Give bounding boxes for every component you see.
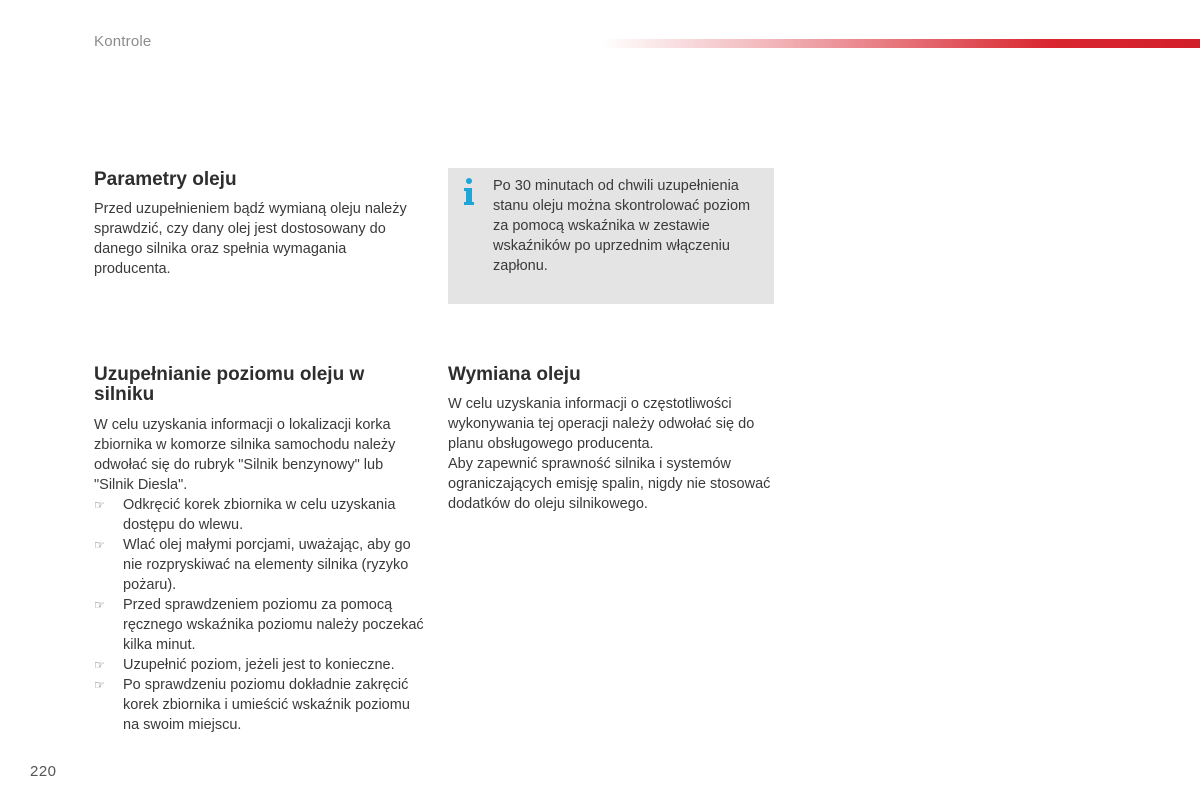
pointing-hand-icon: ☞ bbox=[94, 678, 105, 692]
section-label: Kontrole bbox=[94, 33, 152, 50]
header-accent-bar bbox=[600, 39, 1200, 48]
list-item bbox=[94, 495, 424, 535]
step-text: Uzupełnić poziom, jeżeli jest to konieczne. bbox=[123, 657, 395, 673]
info-box bbox=[448, 168, 774, 304]
oil-change-paragraph: Aby zapewnić sprawność silnika i systemów ograniczających emisję spalin, nigdy nie stosować dodatków do oleju silnikowego. bbox=[448, 456, 771, 512]
pointing-hand-icon: ☞ bbox=[94, 498, 105, 512]
step-text: Odkręcić korek zbiornika w celu uzyskania dostępu do wlewu. bbox=[123, 497, 396, 533]
oil-parameters-section bbox=[94, 170, 414, 279]
list-item bbox=[94, 655, 424, 675]
oil-parameters-title: Parametry oleju bbox=[94, 169, 237, 190]
info-icon bbox=[461, 177, 477, 207]
oil-change-title: Wymiana oleju bbox=[448, 364, 581, 385]
step-text: Wlać olej małymi porcjami, uważając, aby go nie rozpryskiwać na elementy silnika (ryzyko pożaru). bbox=[123, 537, 411, 593]
page-number: 220 bbox=[30, 763, 57, 780]
oil-change-paragraph: W celu uzyskania informacji o częstotliwości wykonywania tej operacji należy odwołać się do planu obsługowego producenta. bbox=[448, 396, 755, 452]
oil-fill-section bbox=[94, 365, 424, 735]
oil-fill-intro: W celu uzyskania informacji o lokalizacji korka zbiornika w komorze silnika samochodu należy odwołać się do rubryk "Silnik benzynowy" lub "Silnik Diesla". bbox=[94, 417, 396, 493]
oil-parameters-text: Przed uzupełnieniem bądź wymianą oleju należy sprawdzić, czy dany olej jest dostosowany do danego silnika oraz spełnia wymagania producenta. bbox=[94, 201, 407, 277]
info-text: Po 30 minutach od chwili uzupełnienia stanu oleju można skontrolować poziom za pomocą wskaźnika w zestawie wskaźników po uprzednim włączeniu zapłonu. bbox=[493, 178, 751, 274]
pointing-hand-icon: ☞ bbox=[94, 538, 105, 552]
oil-fill-title: Uzupełnianie poziomu oleju w silniku bbox=[94, 364, 365, 405]
list-item bbox=[94, 595, 424, 655]
list-item bbox=[94, 675, 424, 735]
list-item bbox=[94, 535, 424, 595]
oil-change-section bbox=[448, 365, 774, 514]
oil-fill-steps bbox=[94, 495, 424, 735]
step-text: Po sprawdzeniu poziomu dokładnie zakręcić korek zbiornika i umieścić wskaźnik poziomu na swoim miejscu. bbox=[123, 677, 410, 733]
step-text: Przed sprawdzeniem poziomu za pomocą ręcznego wskaźnika poziomu należy poczekać kilka minut. bbox=[123, 597, 424, 653]
pointing-hand-icon: ☞ bbox=[94, 658, 105, 672]
pointing-hand-icon: ☞ bbox=[94, 598, 105, 612]
